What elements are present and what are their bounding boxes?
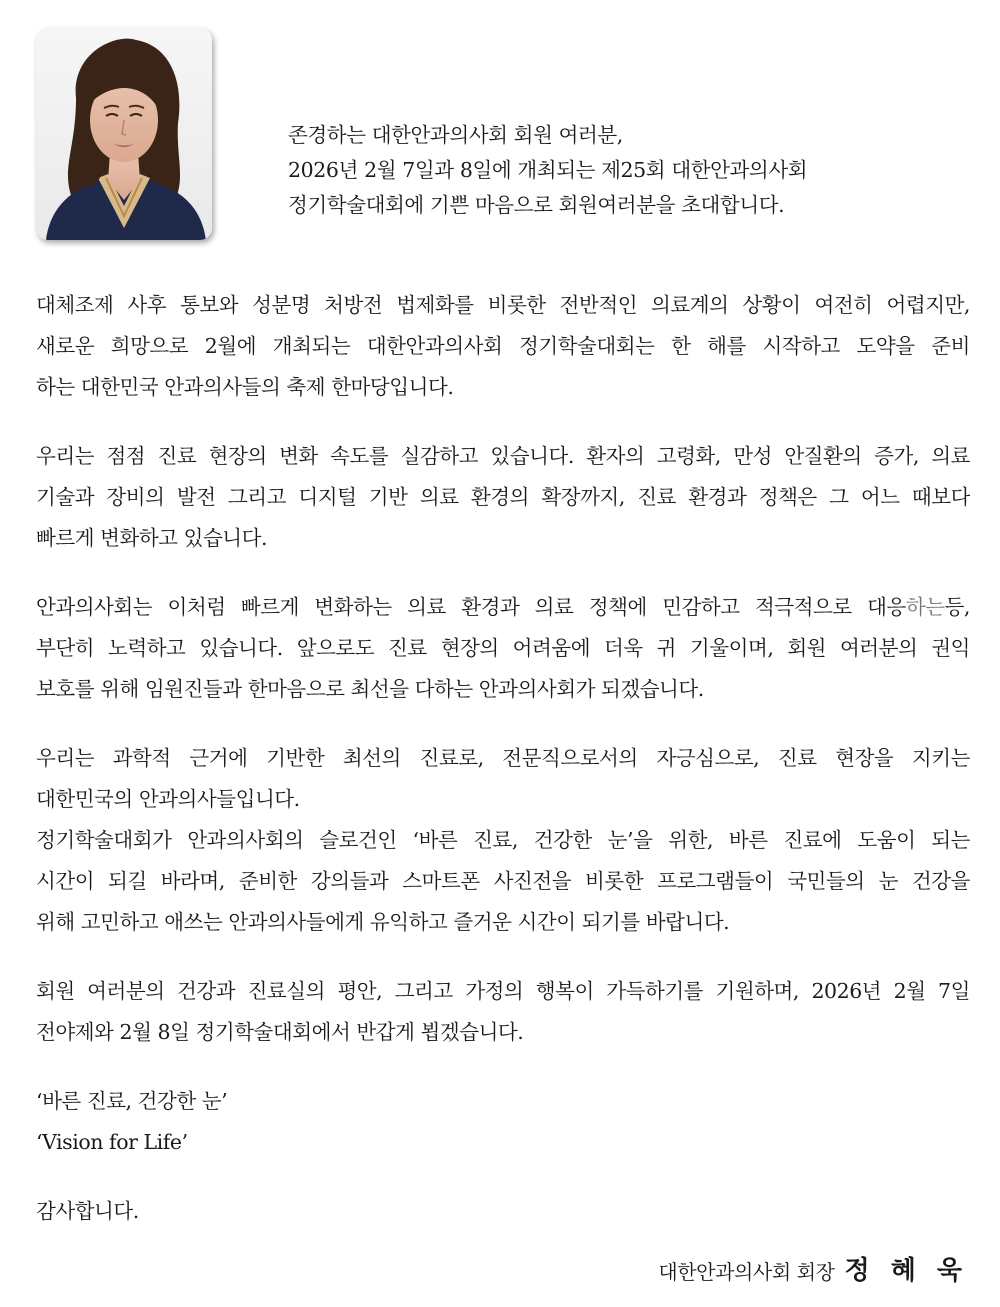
body-line: 보호를 위해 임원진들과 한마음으로 최선을 다하는 안과의사회가 되겠습니다. [36, 677, 704, 701]
body-line: 시간이 되길 바라며, 준비한 강의들과 스마트폰 사진전을 비롯한 프로그램들이 국민들의 눈 건강을 [36, 869, 970, 893]
paragraph [36, 971, 970, 1053]
body-line: 부단히 노력하고 있습니다. 앞으로도 진료 현장의 어려움에 더욱 귀 기울이며, 회원 여러분의 권익 [36, 636, 970, 660]
greeting-block [288, 118, 978, 223]
body-line: 우리는 점점 진료 현장의 변화 속도를 실감하고 있습니다. 환자의 고령화, 만성 안질환의 증가, 의료 [36, 444, 970, 468]
body-line: 빠르게 변화하고 있습니다. [36, 526, 268, 550]
body-line: 위해 고민하고 애쓰는 안과의사들에게 유익하고 즐거운 시간이 되기를 바랍니다. [36, 910, 730, 934]
paragraph [36, 587, 970, 710]
letter-body [36, 285, 970, 1260]
body-line-muted: 하는 [905, 595, 945, 619]
body-line: 정기학술대회가 안과의사회의 슬로건인 ‘바른 진료, 건강한 눈’을 위한, 바른 진료에 도움이 되는 [36, 828, 970, 852]
body-line: 새로운 희망으로 2월에 개최되는 대한안과의사회 정기학술대회는 한 해를 시작하고 도약을 준비 [36, 334, 970, 358]
body-line: 전야제와 2월 8일 정기학술대회에서 반갑게 뵙겠습니다. [36, 1020, 524, 1044]
greeting-line: 정기학술대회에 기쁜 마음으로 회원여러분을 초대합니다. [288, 193, 785, 217]
body-line: 기술과 장비의 발전 그리고 디지털 기반 의료 환경의 확장까지, 진료 환경과 정책은 그 어느 때보다 [36, 485, 970, 509]
greeting-line: 2026년 2월 7일과 8일에 개최되는 제25회 대한안과의사회 [288, 158, 808, 182]
signature-title: 대한안과의사회 회장 [658, 1260, 835, 1284]
signature [658, 1250, 968, 1287]
body-line-end: 등, [944, 595, 970, 619]
greeting-line: 존경하는 대한안과의사회 회원 여러분, [288, 123, 623, 147]
body-line: 우리는 과학적 근거에 기반한 최선의 진료로, 전문직으로서의 자긍심으로, 진료 현장을 지키는 [36, 746, 970, 770]
paragraph [36, 436, 970, 559]
body-line [36, 587, 970, 628]
paragraph [36, 285, 970, 408]
signature-name: 정 혜 욱 [844, 1256, 968, 1286]
slogan-english: ‘Vision for Life’ [36, 1130, 188, 1154]
slogan-block [36, 1081, 970, 1163]
closing-line: 감사합니다. [36, 1199, 139, 1223]
slogan-korean: ‘바른 진료, 건강한 눈’ [36, 1089, 228, 1113]
closing-block [36, 1191, 970, 1232]
body-line: 하는 대한민국 안과의사들의 축제 한마당입니다. [36, 375, 454, 399]
body-line: 회원 여러분의 건강과 진료실의 평안, 그리고 가정의 행복이 가득하기를 기원하며, 2026년 2월 7일 [36, 979, 970, 1003]
president-portrait-photo [36, 28, 212, 240]
body-line: 대체조제 사후 통보와 성분명 처방전 법제화를 비롯한 전반적인 의료계의 상황이 여전히 어렵지만, [36, 293, 970, 317]
paragraph [36, 738, 970, 943]
body-line: 대한민국의 안과의사들입니다. [36, 787, 300, 811]
body-line-main: 안과의사회는 이처럼 빠르게 변화하는 의료 환경과 의료 정책에 민감하고 적극적으로 대응 [36, 595, 906, 619]
